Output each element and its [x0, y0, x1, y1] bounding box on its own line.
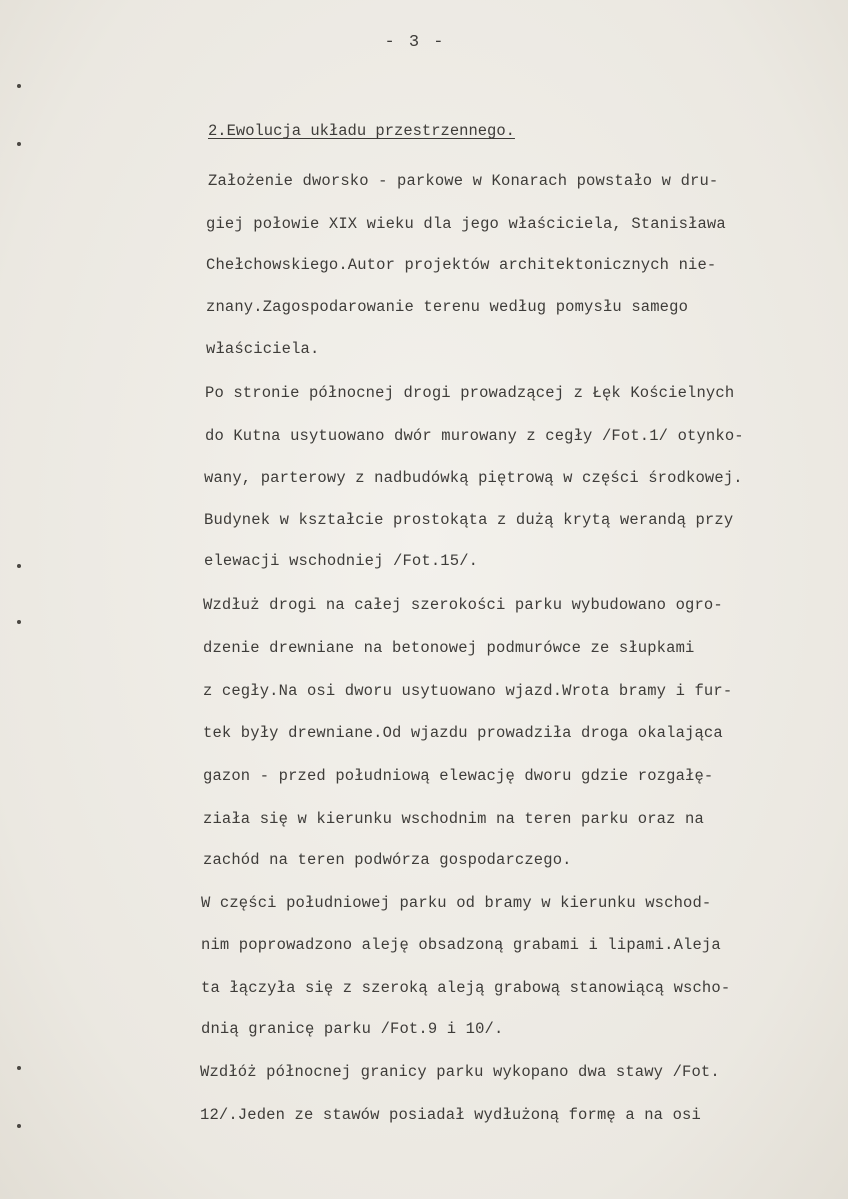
- text-line: nim poprowadzono aleję obsadzoną grabami i lipami.Aleja: [201, 936, 721, 954]
- page-number: - 3 -: [384, 33, 446, 52]
- text-line: ziała się w kierunku wschodnim na teren parku oraz na: [203, 810, 704, 828]
- text-line: Wzdłuż drogi na całej szerokości parku wybudowano ogro-: [203, 596, 723, 614]
- text-line: dnią granicę parku /Fot.9 i 10/.: [201, 1020, 504, 1038]
- text-line: Budynek w kształcie prostokąta z dużą krytą werandą przy: [204, 511, 734, 529]
- text-line: giej połowie XIX wieku dla jego właściciela, Stanisława: [206, 215, 726, 233]
- text-line: tek były drewniane.Od wjazdu prowadziła droga okalająca: [203, 724, 723, 742]
- punch-mark: [17, 1066, 21, 1070]
- text-line: dzenie drewniane na betonowej podmurówce ze słupkami: [203, 639, 695, 657]
- text-line: zachód na teren podwórza gospodarczego.: [203, 851, 572, 869]
- punch-mark: [17, 142, 21, 146]
- text-line: elewacji wschodniej /Fot.15/.: [204, 552, 479, 570]
- text-line: W części południowej parku od bramy w kierunku wschod-: [201, 894, 712, 912]
- section-heading: 2.Ewolucja układu przestrzennego.: [208, 122, 515, 140]
- text-line: do Kutna usytuowano dwór murowany z cegły /Fot.1/ otynko-: [205, 427, 744, 445]
- text-line: gazon - przed południową elewację dworu gdzie rozgałę-: [203, 767, 714, 785]
- text-line: wany, parterowy z nadbudówką piętrową w części środkowej.: [204, 469, 743, 487]
- text-line: z cegły.Na osi dworu usytuowano wjazd.Wrota bramy i fur-: [203, 682, 733, 700]
- punch-mark: [17, 620, 21, 624]
- punch-mark: [17, 564, 21, 568]
- punch-mark: [17, 84, 21, 88]
- text-line: Założenie dworsko - parkowe w Konarach powstało w dru-: [208, 172, 719, 190]
- text-line: właściciela.: [206, 340, 320, 358]
- text-line: ta łączyła się z szeroką aleją grabową stanowiącą wscho-: [201, 979, 731, 997]
- punch-mark: [17, 1124, 21, 1128]
- text-line: 12/.Jeden ze stawów posiadał wydłużoną formę a na osi: [200, 1106, 701, 1124]
- text-line: Po stronie północnej drogi prowadzącej z Łęk Kościelnych: [205, 384, 735, 402]
- text-line: Chełchowskiego.Autor projektów architektonicznych nie-: [206, 256, 717, 274]
- text-line: znany.Zagospodarowanie terenu według pomysłu samego: [206, 298, 689, 316]
- text-line: Wzdłóż północnej granicy parku wykopano dwa stawy /Fot.: [200, 1063, 720, 1081]
